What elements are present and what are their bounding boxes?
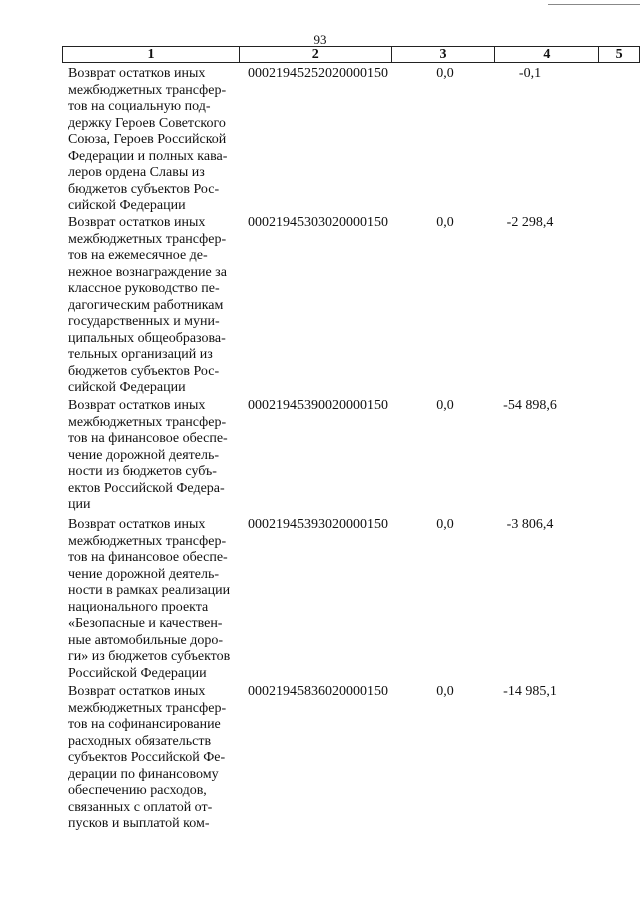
desc-line: связанных с оплатой от- [68,799,213,815]
desc-line: межбюджетных трансфер- [68,533,227,549]
row-code: 00021945252020000150 [248,66,388,81]
desc-line: Федерации и полных кава- [68,148,228,164]
desc-line: Возврат остатков иных [68,517,206,532]
row-description [68,684,238,833]
desc-line: дагогическим работникам [68,297,224,313]
desc-line: держку Героев Советского [68,115,226,131]
desc-line: леров ордена Славы из [68,165,205,180]
page-number: 93 [313,32,327,47]
row-col3: 0,0 [436,517,454,532]
row-code: 00021945836020000150 [248,684,388,699]
desc-line: тельных организаций из [68,347,213,362]
desc-line: национального проекта [68,599,209,615]
desc-line: Возврат остатков иных [68,215,206,230]
desc-line: Союза, Героев Российской [68,132,227,147]
desc-line: тов на финансовое обеспе- [68,550,228,565]
desc-line: тов на финансовое обеспе- [68,431,228,446]
desc-line: тов на софинансирование [68,717,221,732]
desc-line: ции [68,497,91,512]
desc-line: межбюджетных трансфер- [68,82,227,98]
table-header [62,46,640,63]
desc-line: чение дорожной деятель- [68,566,220,582]
desc-line: ектов Российской Федера- [68,480,225,496]
header-col-5: 5 [599,47,640,63]
row-description [68,517,238,682]
header-col-4: 4 [495,47,599,63]
desc-line: расходных обязательств [68,733,212,749]
desc-line: Возврат остатков иных [68,66,206,81]
desc-line: Возврат остатков иных [68,684,206,699]
top-rule [548,4,640,5]
desc-line: бюджетов субъектов Рос- [68,181,220,197]
row-description [68,398,238,514]
header-col-3: 3 [391,47,495,63]
desc-line: Возврат остатков иных [68,398,206,413]
row-description [68,66,238,215]
desc-line: ности в рамках реализации [68,583,231,598]
desc-line: нежное вознаграждение за [68,264,227,280]
desc-line: ности из бюджетов субъ- [68,464,217,479]
desc-line: бюджетов субъектов Рос- [68,363,220,379]
header-col-1: 1 [63,47,240,63]
desc-line: ные автомобильные доро- [68,632,223,648]
desc-line: сийской Федерации [68,198,186,213]
desc-line: дерации по финансовому [68,766,219,782]
row-col4: -3 806,4 [506,517,554,532]
desc-line: классное руководство пе- [68,281,220,296]
desc-line: межбюджетных трансфер- [68,700,227,716]
desc-line: межбюджетных трансфер- [68,414,227,430]
desc-line: тов на ежемесячное де- [68,248,208,263]
row-col4: -14 985,1 [503,684,557,699]
row-col3: 0,0 [436,215,454,230]
row-col4: -2 298,4 [506,215,554,230]
desc-line: чение дорожной деятель- [68,447,220,463]
desc-line: обеспечению расходов, [68,783,207,798]
row-col4: -0,1 [518,66,542,81]
desc-line: «Безопасные и качествен- [68,616,223,631]
row-col3: 0,0 [436,398,454,413]
desc-line: ги» из бюджетов субъектов [68,649,231,664]
desc-line: государственных и муни- [68,314,220,329]
desc-line: межбюджетных трансфер- [68,231,227,247]
desc-line: субъектов Российской Фе- [68,750,226,765]
desc-line: пусков и выплатой ком- [68,816,210,831]
row-col4: -54 898,6 [503,398,557,413]
row-description [68,215,238,397]
row-col3: 0,0 [436,66,454,81]
row-code: 00021945390020000150 [248,398,388,413]
desc-line: тов на социальную под- [68,99,211,114]
row-col3: 0,0 [436,684,454,699]
row-code: 00021945303020000150 [248,215,388,230]
desc-line: сийской Федерации [68,380,186,395]
desc-line: ципальных общеобразова- [68,330,226,346]
header-col-2: 2 [240,47,391,63]
row-code: 00021945393020000150 [248,517,388,532]
desc-line: Российской Федерации [68,665,207,681]
